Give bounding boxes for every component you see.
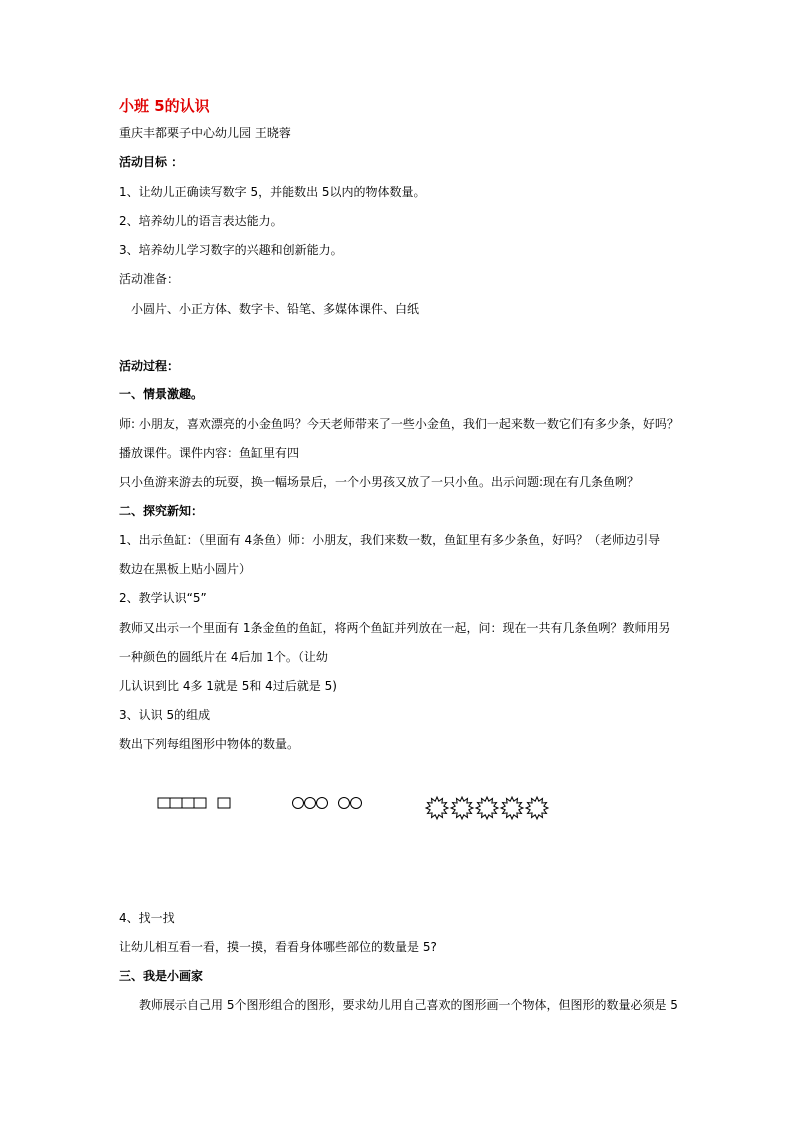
square-shape [194,798,206,808]
section2-line: 一种颜色的圆纸片在 4后加 1个。（让幼 [119,650,328,664]
section2-line: 1、出示鱼缸：（里面有 4条鱼）师：小朋友，我们来数一数，鱼缸里有多少条鱼，好吗？（老师边引导 [119,533,661,547]
star-shape [451,797,473,819]
goal-item: 3、培养幼儿学习数字的兴趣和创新能力。 [119,243,343,257]
square-shape [158,798,170,808]
section3-line: 教师展示自己用 5个图形组合的图形，要求幼儿用自己喜欢的图形画一个物体，但图形的数量必须是 5 [139,998,678,1012]
section2-line: 3、认识 5的组成 [119,708,211,722]
section1-line: 师: 小朋友，喜欢漂亮的小金鱼吗？今天老师带来了一些小金鱼，我们一起来数一数它们有多少条，好吗？ [119,417,679,431]
circle-shape [339,798,350,809]
circle-shape [293,798,304,809]
star-shape [526,797,548,819]
section2-line: 数边在黑板上贴小圆片） [119,562,252,576]
section2-line: 教师又出示一个里面有 1条金鱼的鱼缸，将两个鱼缸并列放在一起，问：现在一共有几条鱼咧？教师用另 [119,621,671,635]
prep-items: 小圆片、小正方体、数字卡、铅笔、多媒体课件、白纸 [131,302,420,316]
square-shape [182,798,194,808]
goals-heading: 活动目标 ： [119,155,184,169]
star-groups [426,797,548,819]
star-shape [501,797,523,819]
section1-line: 只小鱼游来游去的玩耍，换一幅场景后，一个小男孩又放了一只小鱼。出示问题:现在有几条鱼咧？ [119,475,640,489]
square-groups [158,798,230,808]
section2-after-line: 4、找一找 [119,911,175,925]
section2-heading: 二、探究新知： [119,504,204,518]
section2-line: 数出下列每组图形中物体的数量。 [119,737,300,751]
counting-figure [150,788,570,828]
section2-line: 2、教学认识“5” [119,591,207,605]
section2-line: 儿认识到比 4多 1就是 5和 4过后就是 5) [119,679,337,693]
goal-item: 2、培养幼儿的语言表达能力。 [119,214,283,228]
goal-item: 1、让幼儿正确读写数字 5，并能数出 5以内的物体数量。 [119,185,426,199]
square-shape [218,798,230,808]
section1-heading: 一、情景激趣。 [119,387,204,401]
square-shape [170,798,182,808]
process-heading: 活动过程： [119,359,180,373]
section2-after-line: 让幼儿相互看一看，摸一摸，看看身体哪些部位的数量是 5? [119,940,437,954]
author-line: 重庆丰都栗子中心幼儿园 王晓蓉 [119,126,291,140]
prep-heading: 活动准备： [119,272,180,286]
circle-shape [351,798,362,809]
section3-heading: 三、我是小画家 [119,969,204,983]
section1-line: 播放课件。课件内容：鱼缸里有四 [119,446,300,460]
star-shape [426,797,448,819]
document-title: 小班 5的认识 [119,97,210,115]
circle-groups [293,798,362,809]
star-shape [476,797,498,819]
circle-shape [317,798,328,809]
circle-shape [305,798,316,809]
